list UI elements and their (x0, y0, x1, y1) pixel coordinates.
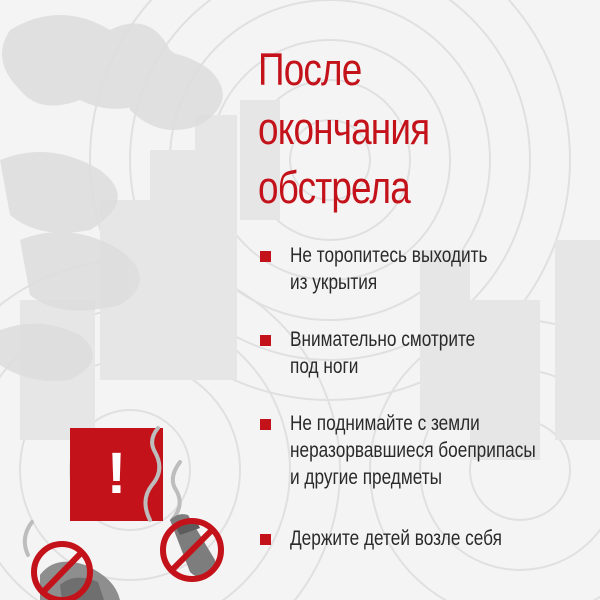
text-line: Внимательно смотрите (290, 328, 476, 351)
list-item-text (290, 326, 475, 380)
text-line: из укрытия (290, 271, 378, 294)
bullet-icon (260, 335, 271, 346)
foreground-illustration (0, 400, 260, 600)
list-item-text (290, 242, 487, 296)
smoke-icon (25, 428, 180, 555)
page-title (258, 40, 429, 217)
bullet-icon (260, 419, 271, 430)
text-line: неразорвавшиеся боеприпасы (290, 439, 536, 462)
bullet-icon (260, 534, 271, 545)
bullet-icon (260, 251, 271, 262)
shell-icon (40, 514, 216, 600)
title-line: окончания (258, 103, 430, 154)
text-line: Не поднимайте с земли (290, 412, 480, 435)
exclamation-mark: ! (106, 441, 127, 506)
text-line: и другие предметы (290, 466, 442, 489)
list-item-text (290, 410, 536, 491)
text-line: Не торопитесь выходить (290, 244, 488, 267)
text-line: Держите детей возле себя (290, 527, 502, 550)
title-line: обстрела (258, 162, 410, 213)
list-item-text (290, 525, 502, 552)
title-line: После (258, 44, 362, 95)
text-line: под ноги (290, 355, 359, 378)
